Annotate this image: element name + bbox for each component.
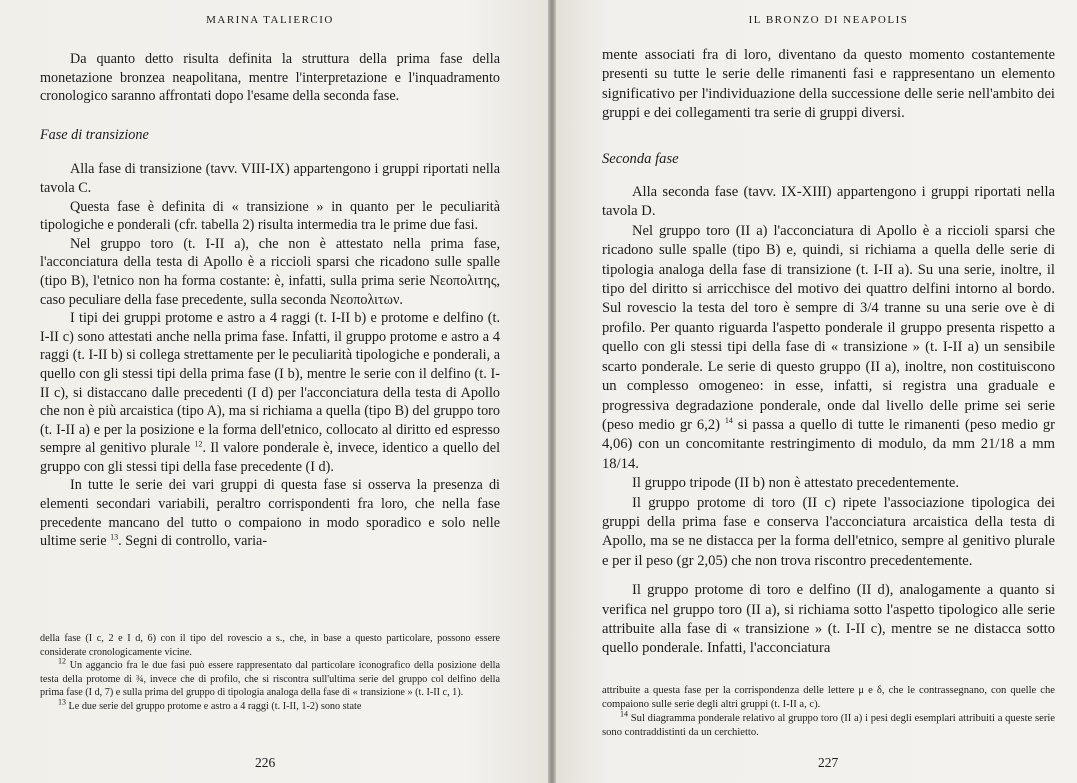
footnote-text: Le due serie del gruppo protome e astro a 4 raggi (t. I-II, 1-2) sono state — [68, 700, 362, 712]
footnote-number: 12 — [58, 656, 66, 666]
page-number-right: 227 — [818, 755, 839, 770]
footnote-ref: 12 — [194, 439, 203, 449]
paragraph: Il gruppo tripode (II b) non è attestato precedentemente. — [632, 475, 960, 492]
paragraph-text: In tutte le serie dei vari gruppi di questa fase si osserva la presenza di elementi secondari variabili, peraltro corrispondenti fra loro, che nella fase precedente mancano del tutto o compaiono in modo sporadico e solo nelle ultime serie — [40, 477, 500, 550]
paragraph: Alla fase di transizione (tavv. VIII-IX) appartengono i gruppi riportati nella tavola C. — [40, 161, 500, 196]
section-title: Seconda fase — [602, 150, 679, 167]
right-page — [556, 0, 1077, 783]
footnote-14 — [602, 709, 1055, 740]
paragraph: Alla seconda fase (tavv. IX-XIII) appartengono i gruppi riportati nella tavola D. — [602, 184, 1055, 220]
footnote-number: 14 — [620, 709, 628, 719]
footnote-13 — [40, 697, 500, 714]
footnote-12 — [40, 656, 500, 700]
running-head-right: IL BRONZO DI NEAPOLIS — [748, 14, 909, 26]
paragraph: Nel gruppo toro (t. I-II a), che non è attestato nella prima fase, l'acconciatura della testa di Apollo è a riccioli sparsi che ricadono sulle spalle (tipo B), l'etnico non ha forma costante: è, infatti, sulla prima serie Νεοπολιτης, caso peculiare della fase precedente, sulla seconda Νεοπολιτων. — [40, 235, 500, 308]
paragraph-text: Nel gruppo toro (II a) l'acconciatura di Apollo è a riccioli sparsi che ricadono sulle spalle (tipo B) e, quindi, si richiama a quella delle serie di tipologia analoga della fase di transizione (t. I-II a). Su una serie, inoltre, il tipo del diritto si arricchisce del motivo dei quattro delfini intorno al bordo. Sul rovescio la testa del toro è sempre di 3/4 tranne su una serie ove è di profilo. Per quanto riguarda l'aspetto ponderale il gruppo presenta rispetto a quello con gli stessi tipi della fase di « transizione » (t. I-II a) un sensibile scarto ponderale. Le serie di questo gruppo (II a), inoltre, non costituiscono un complesso omogeneo: in esse, infatti, si registra una graduale e progressiva degradazione ponderale, onde dal livello delle prime sei serie (peso medio gr 6,2) — [602, 222, 1055, 433]
footnotes-right — [602, 684, 1055, 740]
paragraph: Questa fase è definita di « transizione » in quanto per le peculiarità tipologiche e ponderali (cfr. tabella 2) risulta intermedia tra le prime due fasi. — [40, 198, 500, 234]
footnotes-left — [40, 632, 500, 714]
footnote-continuation: della fase (I c, 2 e I d, 6) con il tipo del rovescio a s., che, in base a questo particolare, possono essere considerate cronologicamente vicine. — [40, 633, 500, 658]
paragraph: Il gruppo protome di toro e delfino (II d), analogamente a quanto si verifica nel gruppo toro (II a), si richiama sotto l'aspetto tipologico alle serie attribuite alla fase di « transizione » (t. I-II c), mentre se ne distacca sotto quello ponderale. Infatti, l'acconciatura — [602, 582, 1055, 657]
page-number-left: 226 — [255, 755, 276, 770]
paragraph — [602, 222, 1055, 474]
footnote-continuation: attribuite a questa fase per la corrispondenza delle lettere μ e δ, che le contrassegnano, con quelle che compaiono sulle serie degli altri gruppi (t. I-II a, c). — [602, 685, 1055, 710]
paragraph: Il gruppo protome di toro (II c) ripete l'associazione tipologica dei gruppi della prima fase e conserva l'acconciatura arcaistica della testa di Apollo, ma se ne distacca per la forma dell'etnico, sempre al genitivo plurale e per il peso (gr 2,05) che non trova riscontro precedentemente. — [602, 494, 1055, 569]
footnote-number: 13 — [58, 697, 66, 707]
book-gutter — [548, 0, 556, 783]
paragraph: I tipi dei gruppi protome e astro a 4 raggi (t. I-II b) e protome e delfino (t. I-II c) sono attestati anche nella prima fase. Infatti, il gruppo protome e astro a 4 raggi (t. I-II b) si collega strettamente per le peculiarità tipologiche e ponderali, a quello con gli stessi tipi della prima fase (I b), mentre le serie con il delfino (t. I-II c), si distaccano dalle precedenti (I d) per l'acconciatura della testa di Apollo che non è più arcaistica (tipo A), ma si richiama a quella (tipo B) del gruppo toro (t. I-II a) e per la posizione e la forma dell'etnico, collocato al diritto ed espresso sempre al genitivo plurale $^{12}$. Il valore ponderale è, invece, identico a quello del gruppo con gli stessi tipi della fase precedente (I d). — [40, 310, 501, 475]
footnote-ref: 13 — [110, 532, 119, 542]
running-head-left: MARINA TALIERCIO — [206, 14, 334, 26]
paragraph: In tutte le serie dei vari gruppi di questa fase si osserva la presenza di elementi secondari variabili, peraltro corrispondenti fra loro, che nella fase precedente mancano del tutto o compaiono in modo sporadico e solo nelle ultime serie $^{13}$. Segni di controllo, varia- — [40, 477, 500, 550]
paragraph-text: si passa a quello di tutte le rimanenti (peso medio gr 4,06) con un concomitante restringimento di modulo, da mm 21/18 a mm 18/14. — [602, 416, 1055, 472]
left-body-text — [40, 50, 500, 551]
paragraph-text: I tipi dei gruppi protome e astro a 4 raggi (t. I-II b) e protome e delfino (t. I-II c) sono attestati anche nella prima fase. Infatti, il gruppo protome e astro a 4 raggi (t. I-II b) si collega strettamente per le peculiarità tipologiche e ponderali, a quello con gli stessi tipi della prima fase (I b), mentre le serie con il delfino (t. I-II c), si distaccano dalle precedenti (I d) per l'acconciatura della testa di Apollo che non è più arcaistica (tipo A), ma si richiama a quella (tipo B) del gruppo toro (t. I-II a) e per la posizione e la forma dell'etnico, collocato al diritto ed espresso sempre al genitivo plurale — [40, 310, 500, 457]
footnote-text: Un aggancio fra le due fasi può essere rappresentato dal particolare iconografico della posizione della testa della protome di ¾, invece che di profilo, che si riscontra sull'ultima serie del gruppo col delfino della prima fase (I d, 7) e sulla prima del gruppo di tipologia analoga della fase di « transizione » (t. I-II c, 1). — [40, 660, 500, 699]
footnote-text: Sul diagramma ponderale relativo al gruppo toro (II a) i pesi degli esemplari attribuiti a queste serie sono contraddistinti da un cerchietto. — [602, 713, 1055, 738]
section-title: Fase di transizione — [40, 126, 149, 143]
paragraph: mente associati fra di loro, diventano da questo momento costantemente presenti su tutte le serie delle rimanenti fasi e rappresentano un elemento significativo per l'individuazione della successione delle serie nell'ambito dei gruppi e dei collegamenti tra serie di gruppi diversi. — [602, 47, 1055, 122]
right-body-text — [602, 46, 1055, 659]
paragraph-text: Segni di controllo, varia- — [125, 533, 268, 550]
paragraph: Da quanto detto risulta definita la struttura della prima fase della monetazione bronzea neapolitana, mentre l'interpretazione e l'inquadramento cronologico saranno affrontati dopo l'esame della seconda fase. — [40, 51, 500, 105]
footnote-ref: 14 — [724, 416, 733, 426]
paragraph-text: Il valore ponderale è, invece, identico a quello del gruppo con gli stessi tipi della fase precedente (I d). — [40, 440, 501, 475]
